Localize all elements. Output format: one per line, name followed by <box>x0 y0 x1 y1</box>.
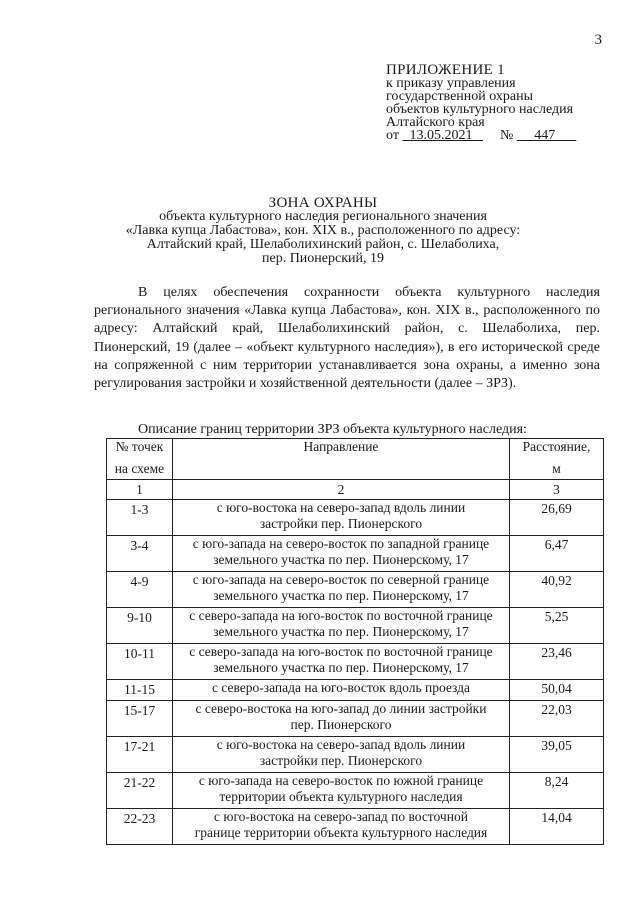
direction-cell <box>172 680 509 701</box>
header-direction: Направление <box>172 439 509 480</box>
direction-cell <box>172 737 509 773</box>
table-row <box>107 680 604 701</box>
order-number-value: 447 <box>534 128 556 143</box>
header-points <box>107 439 173 480</box>
direction-line-1: с юго-запада на северо-восток по западной границе <box>192 536 490 551</box>
distance-cell: 6,47 <box>510 536 604 572</box>
appendix-block <box>386 64 626 142</box>
direction-line-2: земельного участка по пер. Пионерскому, 17 <box>213 660 469 675</box>
header-points-line-1: № точек <box>115 439 164 454</box>
points-cell: 10-11 <box>107 644 173 680</box>
points-cell: 9-10 <box>107 608 173 644</box>
header-distance-line-1: Расстояние, <box>522 439 591 454</box>
points-cell: 17-21 <box>107 737 173 773</box>
direction-line-1: с северо-востока на юго-запад до линии застройки <box>195 701 487 716</box>
direction-cell <box>172 809 509 845</box>
table-row <box>107 737 604 773</box>
number-label: № <box>499 128 514 143</box>
points-cell: 1-3 <box>107 500 173 536</box>
direction-line-1: с юго-запада на северо-восток по северной границе <box>192 572 490 587</box>
direction-line-2: границе территории объекта культурного наследия <box>194 825 488 840</box>
points-cell: 3-4 <box>107 536 173 572</box>
direction-line-1: с юго-востока на северо-запад по восточной <box>214 809 468 824</box>
appendix-line-3: объектов культурного наследия <box>386 102 574 117</box>
direction-line-1: с юго-запада на северо-восток по южной границе <box>198 773 484 788</box>
direction-line-2: пер. Пионерского <box>290 717 392 732</box>
direction-line-1: с юго-востока на северо-запад вдоль линии <box>216 737 466 752</box>
appendix-line-1: к приказу управления <box>386 76 516 91</box>
points-cell: 21-22 <box>107 773 173 809</box>
direction-cell <box>172 773 509 809</box>
index-cell: 2 <box>172 480 509 500</box>
table-row <box>107 773 604 809</box>
direction-cell <box>172 644 509 680</box>
distance-cell: 26,69 <box>510 500 604 536</box>
direction-line-2: застройки пер. Пионерского <box>259 753 423 768</box>
appendix-line-2: государственной охраны <box>386 89 534 104</box>
distance-cell: 5,25 <box>510 608 604 644</box>
table-row <box>107 644 604 680</box>
table-row <box>107 701 604 737</box>
direction-line-1: с юго-востока на северо-запад вдоль линии <box>216 500 466 515</box>
index-cell: 3 <box>510 480 604 500</box>
points-cell: 15-17 <box>107 701 173 737</box>
title-line-2: «Лавка купца Лабастова», кон. XIX в., расположенного по адресу: <box>125 223 521 238</box>
direction-cell <box>172 608 509 644</box>
table-row <box>107 500 604 536</box>
distance-cell: 50,04 <box>510 680 604 701</box>
appendix-heading: ПРИЛОЖЕНИЕ 1 <box>386 62 505 78</box>
direction-line-2: территории объекта культурного наследия <box>219 789 463 804</box>
order-number <box>517 128 577 143</box>
title-line-4: пер. Пионерский, 19 <box>261 251 384 266</box>
direction-line-1: с северо-запада на юго-восток вдоль проезда <box>211 680 470 695</box>
direction-cell <box>172 701 509 737</box>
header-points-line-2: на схеме <box>114 461 165 476</box>
table-index-row <box>107 480 604 500</box>
title-line-1: объекта культурного наследия регионального значения <box>159 209 487 224</box>
table-row <box>107 809 604 845</box>
direction-cell <box>172 572 509 608</box>
points-cell: 11-15 <box>107 680 173 701</box>
header-distance <box>510 439 604 480</box>
direction-line-1: с северо-запада на юго-восток по восточной границе <box>189 644 493 659</box>
direction-line-2: земельного участка по пер. Пионерскому, 17 <box>213 552 469 567</box>
distance-cell: 14,04 <box>510 809 604 845</box>
direction-line-2: земельного участка по пер. Пионерскому, 17 <box>213 624 469 639</box>
appendix-line-4: Алтайского края <box>386 115 485 130</box>
distance-cell: 23,46 <box>510 644 604 680</box>
direction-line-2: земельного участка по пер. Пионерскому, 17 <box>213 588 469 603</box>
intro-paragraph: В целях обеспечения сохранности объекта культурного наследия регионального значения «Лавка купца Лабастова», кон. XIX в., расположенного по адресу: Алтайский край, Шелаболихинский район, с. Шелаболиха, пер. Пионерский, 19 (далее – «объект культурного наследия»), в его исторической среде на сопряженной с ним территории устанавливается зона охраны, а именно зона регулирования застройки и хозяйственной деятельности (далее – ЗРЗ). <box>94 285 600 392</box>
table-row <box>107 572 604 608</box>
document-title <box>88 196 558 266</box>
order-date-value: 13.05.2021 <box>409 128 473 143</box>
table-header-row <box>107 439 604 480</box>
direction-cell <box>172 500 509 536</box>
distance-cell: 40,92 <box>510 572 604 608</box>
appendix-date-line <box>386 129 626 142</box>
index-cell: 1 <box>107 480 173 500</box>
direction-cell <box>172 536 509 572</box>
boundary-table <box>106 438 604 845</box>
order-date <box>402 128 483 143</box>
title-main: ЗОНА ОХРАНЫ <box>268 195 378 211</box>
table-caption: Описание границ территории ЗРЗ объекта культурного наследия: <box>138 422 527 437</box>
direction-line-2: застройки пер. Пионерского <box>259 516 423 531</box>
table-row <box>107 608 604 644</box>
page-number: 3 <box>594 32 602 48</box>
points-cell: 4-9 <box>107 572 173 608</box>
distance-cell: 8,24 <box>510 773 604 809</box>
title-line-3: Алтайский край, Шелаболихинский район, с. Шелаболиха, <box>146 237 500 252</box>
header-distance-line-2: м <box>552 461 561 476</box>
from-label: от <box>386 128 399 143</box>
direction-line-1: с северо-запада на юго-восток по восточной границе <box>189 608 493 623</box>
distance-cell: 39,05 <box>510 737 604 773</box>
distance-cell: 22,03 <box>510 701 604 737</box>
table-row <box>107 536 604 572</box>
points-cell: 22-23 <box>107 809 173 845</box>
